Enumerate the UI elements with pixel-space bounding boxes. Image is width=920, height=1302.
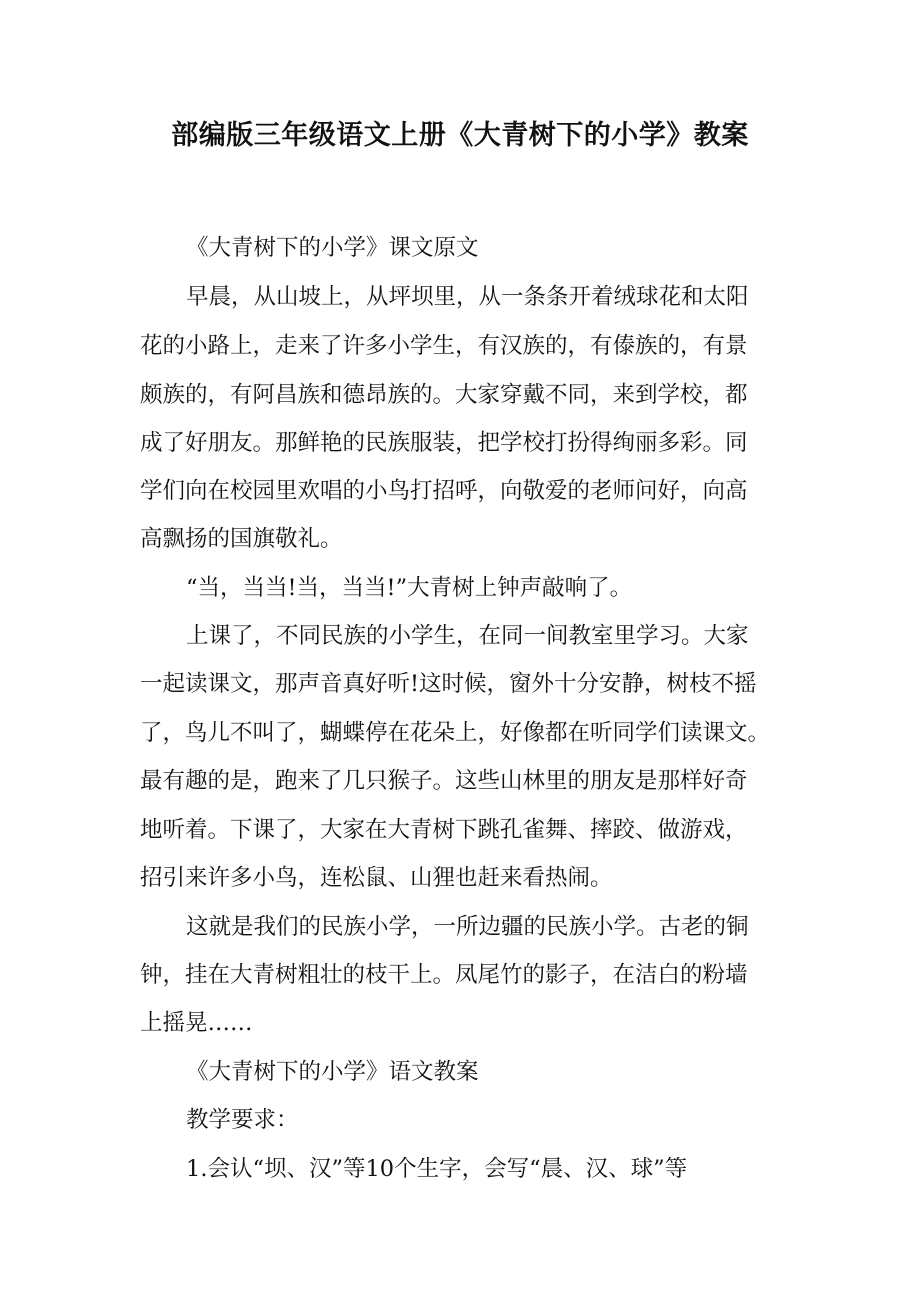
document-title: 部编版三年级语文上册《大青树下的小学》教案 [171, 120, 749, 151]
paragraph-line: 招引来许多小鸟，连松鼠、山狸也赶来看热闹。 [140, 865, 613, 891]
paragraph-line: 钟，挂在大青树粗壮的枝干上。凤尾竹的影子，在洁白的粉墙 [140, 962, 748, 988]
section-heading-lesson-plan: 《大青树下的小学》语文教案 [186, 1059, 479, 1085]
paragraph-line: 颇族的，有阿昌族和德昂族的。大家穿戴不同，来到学校，都 [140, 382, 748, 408]
paragraph-line: 上课了，不同民族的小学生，在同一间教室里学习。大家 [186, 623, 749, 649]
paragraph-line: 花的小路上，走来了许多小学生，有汉族的，有傣族的，有景 [140, 333, 748, 359]
paragraph-line: 高飘扬的国旗敬礼。 [140, 526, 343, 552]
paragraph-line: 学们向在校园里欢唱的小鸟打招呼，向敬爱的老师问好，向高 [140, 478, 748, 504]
paragraph-line: 这就是我们的民族小学，一所边疆的民族小学。古老的铜 [186, 914, 749, 940]
paragraph-line: 成了好朋友。那鲜艳的民族服装，把学校打扮得绚丽多彩。同 [140, 430, 748, 456]
paragraph-line: 早晨，从山坡上，从坪坝里，从一条条开着绒球花和太阳 [186, 284, 749, 310]
section-heading-original-text: 《大青树下的小学》课文原文 [186, 235, 479, 261]
teaching-requirements-heading: 教学要求： [186, 1107, 299, 1133]
paragraph-line: 一起读课文，那声音真好听!这时候，窗外十分安静，树枝不摇 [140, 671, 757, 697]
paragraph-line: 最有趣的是，跑来了几只猴子。这些山林里的朋友是那样好奇 [140, 768, 748, 794]
paragraph-line: 上摇晃…… [140, 1010, 253, 1036]
paragraph-line: “当，当当!当，当当!”大青树上钟声敲响了。 [186, 575, 633, 601]
requirement-item: 1.会认“坝、汉”等10个生字，会写“晨、汉、球”等 [186, 1156, 688, 1182]
paragraph-line: 了，鸟儿不叫了，蝴蝶停在花朵上，好像都在听同学们读课文。 [140, 720, 771, 746]
paragraph-line: 地听着。下课了，大家在大青树下跳孔雀舞、摔跤、做游戏， [140, 817, 748, 843]
